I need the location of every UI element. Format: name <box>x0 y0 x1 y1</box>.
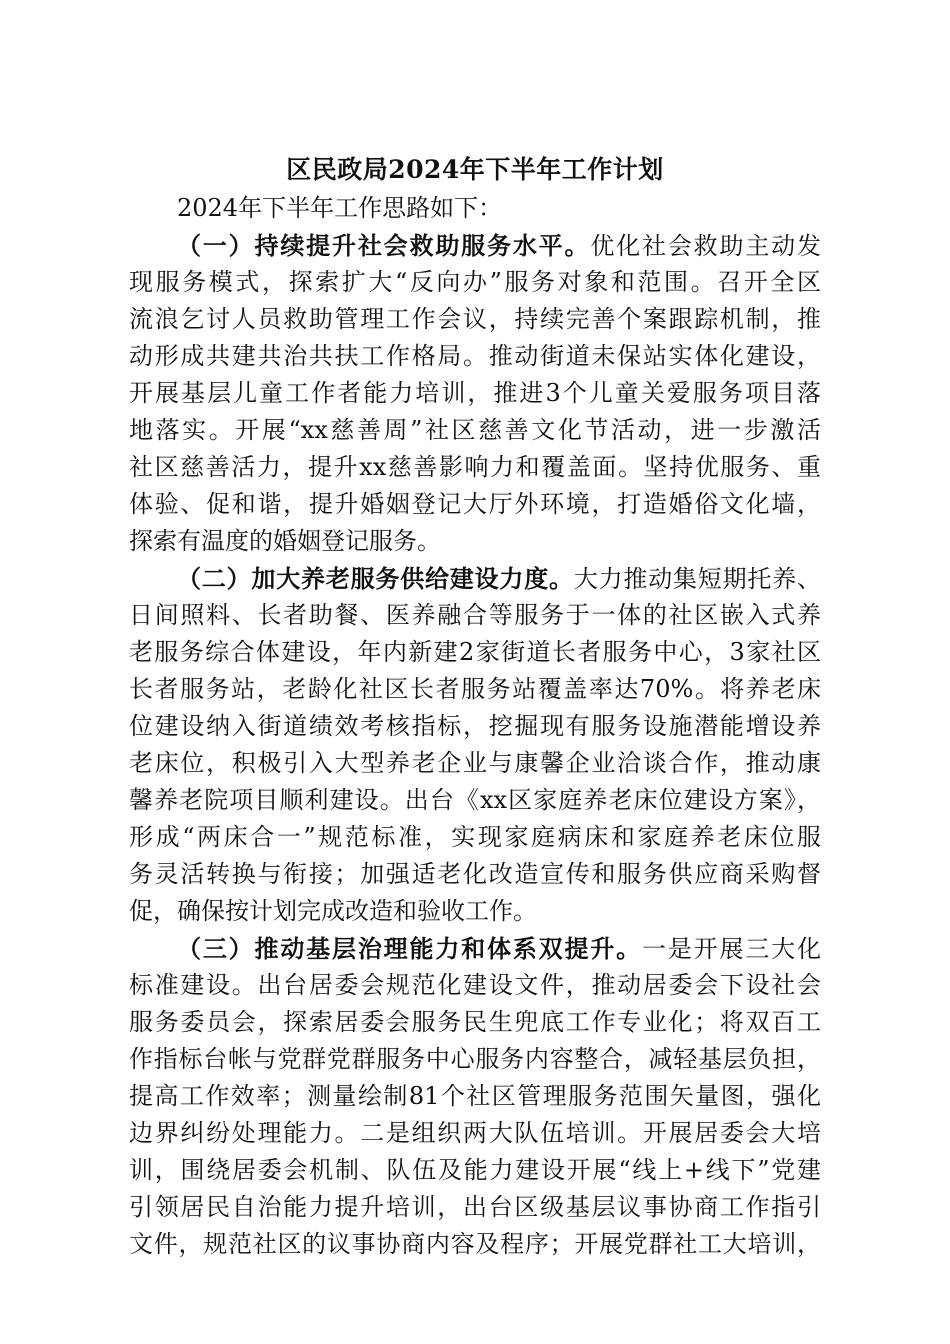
section-3-line-0 <box>129 930 821 967</box>
section-2-line: 形成“两床合一”规范标准，实现家庭病床和家庭养老床位服 <box>129 823 821 851</box>
section-2-line: 老床位，积极引入大型养老企业与康馨企业洽谈合作，推动康 <box>129 749 821 777</box>
section-3-text: 一是开展三大化 <box>642 935 821 963</box>
section-2-line: 长者服务站，老龄化社区长者服务站覆盖率达70%。将养老床 <box>129 675 821 703</box>
section-3-line: 提高工作效率；测量绘制81个社区管理服务范围矢量图，强化 <box>129 1082 821 1110</box>
section-1 <box>129 227 821 560</box>
section-3-line: 文件，规范社区的议事协商内容及程序；开展党群社工大培训， <box>129 1230 821 1258</box>
section-2-line: 位建设纳入街道绩效考核指标，挖掘现有服务设施潜能增设养 <box>129 712 821 740</box>
section-1-heading: （一）持续提升社会救助服务水平。 <box>177 231 591 260</box>
section-2-line: 促，确保按计划完成改造和验收工作。 <box>129 897 537 925</box>
section-2 <box>129 560 821 930</box>
section-1-line-0 <box>129 227 821 264</box>
section-1-line: 地落实。开展“xx慈善周”社区慈善文化节活动，进一步激活 <box>129 416 821 444</box>
document-body <box>129 150 821 1263</box>
section-2-heading: （二）加大养老服务供给建设力度。 <box>177 564 574 593</box>
section-3-line: 训，围绕居委会机制、队伍及能力建设开展“线上+线下”党建 <box>129 1156 821 1184</box>
section-3 <box>129 930 821 1263</box>
section-1-line: 动形成共建共治共扶工作格局。推动街道未保站实体化建设， <box>129 342 821 370</box>
section-2-line: 务灵活转换与衔接；加强适老化改造宣传和服务供应商采购督 <box>129 860 821 888</box>
section-3-line: 标准建设。出台居委会规范化建设文件，推动居委会下设社会 <box>129 971 821 999</box>
section-2-line-0 <box>129 560 821 597</box>
section-1-line: 开展基层儿童工作者能力培训，推进3个儿童关爱服务项目落 <box>129 379 821 407</box>
section-1-line: 现服务模式，探索扩大“反向办”服务对象和范围。召开全区 <box>129 268 821 296</box>
section-2-line: 馨养老院项目顺利建设。出台《xx区家庭养老床位建设方案》， <box>129 786 821 814</box>
section-1-line: 体验、促和谐，提升婚姻登记大厅外环境，打造婚俗文化墙， <box>129 490 821 518</box>
document-title: 区民政局2024年下半年工作计划 <box>286 155 664 184</box>
section-3-line: 作指标台帐与党群党群服务中心服务内容整合，减轻基层负担， <box>129 1045 821 1073</box>
intro-paragraph <box>129 190 821 227</box>
section-3-line: 边界纠纷处理能力。二是组织两大队伍培训。开展居委会大培 <box>129 1119 821 1147</box>
section-1-line: 社区慈善活力，提升xx慈善影响力和覆盖面。坚持优服务、重 <box>129 453 821 481</box>
section-3-line: 引领居民自治能力提升培训，出台区级基层议事协商工作指引 <box>129 1193 821 1221</box>
section-2-text: 大力推动集短期托养、 <box>573 565 821 593</box>
section-3-line: 服务委员会，探索居委会服务民生兜底工作专业化；将双百工 <box>129 1008 821 1036</box>
section-2-line: 日间照料、长者助餐、医养融合等服务于一体的社区嵌入式养 <box>129 601 821 629</box>
section-1-line: 流浪乞讨人员救助管理工作会议，持续完善个案跟踪机制，推 <box>129 305 821 333</box>
section-1-text: 优化社会救助主动发 <box>590 232 821 260</box>
section-3-heading: （三）推动基层治理能力和体系双提升。 <box>177 934 642 963</box>
section-2-line: 老服务综合体建设，年内新建2家街道长者服务中心，3家社区 <box>129 638 821 666</box>
intro-text: 2024年下半年工作思路如下： <box>177 194 503 222</box>
section-1-line: 探索有温度的婚姻登记服务。 <box>129 527 441 555</box>
